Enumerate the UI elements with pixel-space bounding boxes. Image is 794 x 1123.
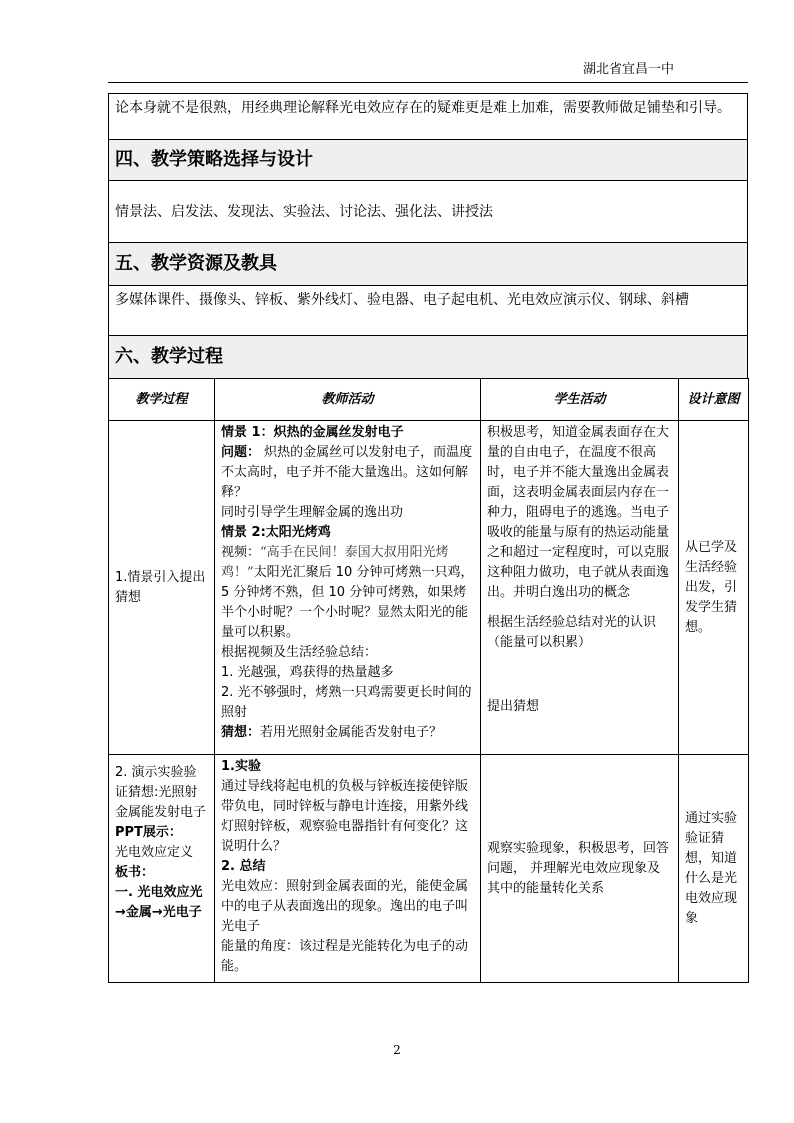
intro-text: 论本身就不是很熟，用经典理论解释光电效应存在的疑难更是难上加难，需要教师做足铺垫和引导。 bbox=[115, 100, 731, 116]
section-6-title-text: 六、教学过程 bbox=[115, 346, 223, 367]
scene1-guide: 同时引导学生理解金属的逸出功 bbox=[221, 505, 404, 520]
guess: 猜想：若用光照射金属能否发射电子？ bbox=[221, 725, 443, 740]
intro-block bbox=[108, 93, 748, 140]
scene2-title: 情景 2:太阳光烤鸡 bbox=[221, 525, 331, 540]
summary-intro: 根据视频及生活经验总结： bbox=[221, 645, 378, 660]
header-rule bbox=[108, 82, 748, 83]
table-header-row bbox=[109, 379, 749, 421]
student-response-3: 提出猜想 bbox=[487, 699, 540, 714]
section-5-title bbox=[108, 243, 748, 286]
summary-point-1: 1. 光越强，鸡获得的热量越多 bbox=[221, 665, 394, 680]
teaching-process-table bbox=[108, 378, 749, 983]
section-4-title-text: 四、教学策略选择与设计 bbox=[115, 149, 313, 170]
energy-text: 能量的角度：该过程是光能转化为电子的动能。 bbox=[221, 939, 469, 974]
ppt-label: PPT展示： bbox=[115, 825, 182, 840]
row2-teacher bbox=[215, 755, 481, 983]
row1-student bbox=[481, 421, 679, 755]
experiment-text: 通过导线将起电机的负极与锌板连接使锌版带负电，同时锌板与静电计连接，用紫外线灯照射锌板，观察验电器指针有何变化？这说明什么？ bbox=[221, 779, 469, 854]
col-header-teacher: 教师活动 bbox=[215, 379, 481, 421]
summary-heading: 2. 总结 bbox=[221, 859, 266, 874]
section-5-text: 多媒体课件、摄像头、锌板、紫外线灯、验电器、电子起电机、光电效应演示仪、钢球、斜槽 bbox=[115, 292, 689, 308]
definition-text: 光电效应：照射到金属表面的光，能使金属中的电子从表面逸出的现象。逸出的电子叫光电子 bbox=[221, 879, 469, 934]
board-label: 板书： bbox=[115, 865, 155, 880]
row1-teacher bbox=[215, 421, 481, 755]
experiment-heading: 1.实验 bbox=[221, 759, 261, 774]
scene1-title: 情景 1：炽热的金属丝发射电子 bbox=[221, 425, 404, 440]
board-text: 一. 光电效应光→金属→光电子 bbox=[115, 885, 203, 920]
table-row bbox=[109, 755, 749, 983]
scene2-video: 视频：“高手在民间！泰国大叔用阳光烤鸡！”太阳光汇聚后 10 分钟可烤熟一只鸡，5 分钟烤不熟，但 10 分钟可烤熟，如果烤半个小时呢？一个小时呢？显然太阳光的能量可以积累。 bbox=[221, 545, 474, 640]
section-4-title bbox=[108, 140, 748, 181]
scene1-question: 问题： 炽热的金属丝可以发射电子，而温度不太高时，电子并不能大量逸出。这如何解释？ bbox=[221, 445, 473, 500]
row2-process-text: 2. 演示实验验证猜想:光照射金属能发射电子 bbox=[115, 765, 207, 820]
col-header-student: 学生活动 bbox=[481, 379, 679, 421]
row2-student: 观察实验现象，积极思考，回答问题， 并理解光电效应现象及其中的能量转化关系 bbox=[481, 755, 679, 983]
section-5-title-text: 五、教学资源及教具 bbox=[115, 253, 277, 274]
col-header-process: 教学过程 bbox=[109, 379, 215, 421]
section-5-content bbox=[108, 286, 748, 336]
row2-process bbox=[109, 755, 215, 983]
row1-process: 1.情景引入提出猜想 bbox=[109, 421, 215, 755]
header-school: 湖北省宜昌一中 bbox=[582, 62, 674, 77]
ppt-text: 光电效应定义 bbox=[115, 845, 194, 860]
row1-intent: 从已学及生活经验出发，引发学生猜想。 bbox=[679, 421, 749, 755]
section-4-content bbox=[108, 181, 748, 243]
student-response-1: 积极思考，知道金属表面存在大量的自由电子，在温度不很高时，电子并不能大量逸出金属表面，这表明金属表面层内存在一种力，阻碍电子的逃逸。当电子吸收的能量与原有的热运动能量之和超过一定程度时，可以克服这种阻力做功，电子就从表面逸出。并明白逸出功的概念 bbox=[487, 425, 670, 600]
col-header-intent: 设计意图 bbox=[679, 379, 749, 421]
table-row bbox=[109, 421, 749, 755]
section-6-title bbox=[108, 336, 748, 378]
row2-intent: 通过实验验证猜想，知道什么是光电效应现象 bbox=[679, 755, 749, 983]
student-response-2: 根据生活经验总结对光的认识（能量可以积累） bbox=[487, 615, 657, 650]
page-number: 2 bbox=[393, 1043, 401, 1057]
summary-point-2: 2. 光不够强时，烤熟一只鸡需要更长时间的照射 bbox=[221, 685, 472, 720]
section-4-text: 情景法、启发法、发现法、实验法、讨论法、强化法、讲授法 bbox=[115, 204, 493, 220]
